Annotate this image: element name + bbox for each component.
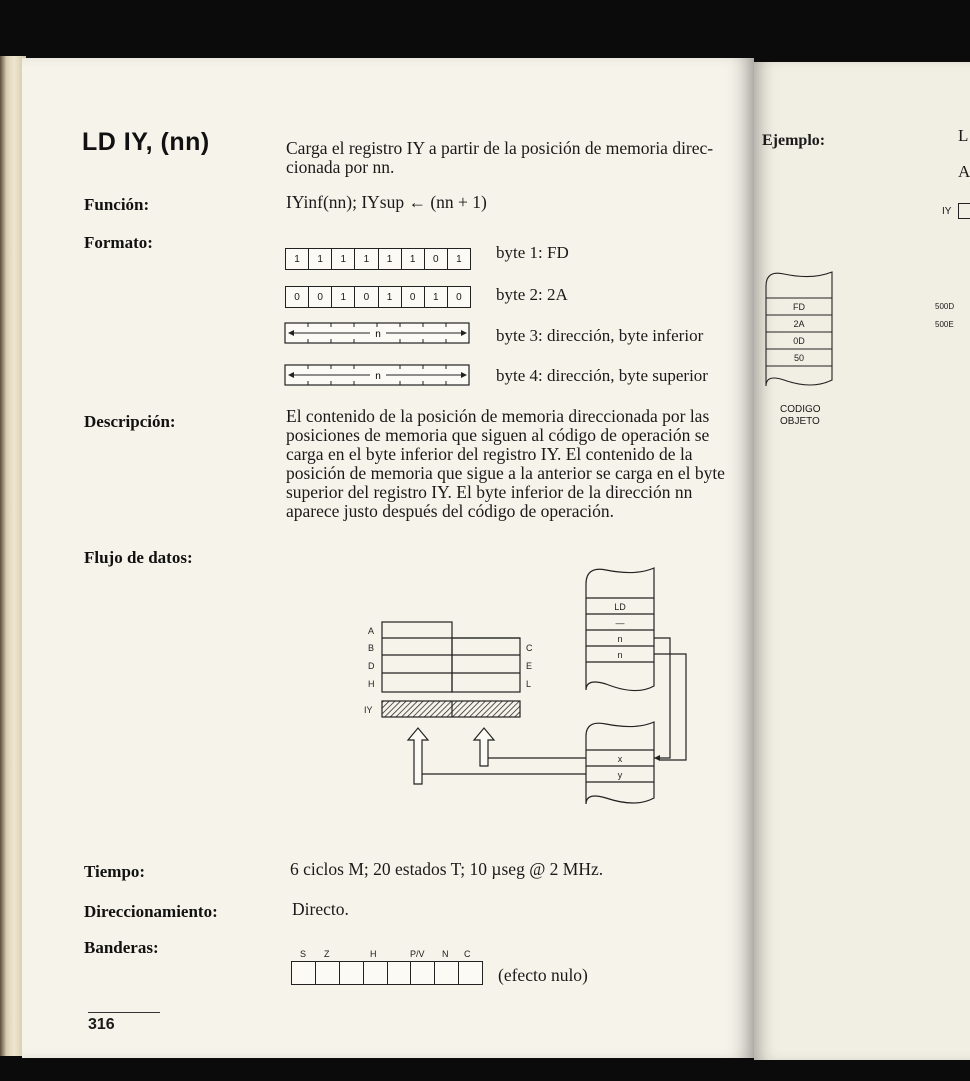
byte3-field-n: n	[375, 329, 381, 340]
time-value: 6 ciclos M; 20 estados T; 10 µseg @ 2 MHz.	[290, 859, 604, 879]
right-addr-500e: 500E	[935, 320, 954, 329]
addressing-label: Direccionamiento:	[84, 902, 218, 921]
reg-a: A	[368, 626, 375, 636]
byte2-label: byte 2: 2A	[496, 285, 568, 304]
reg-l: L	[526, 679, 532, 689]
byte4-label: byte 4: dirección, byte superior	[496, 366, 708, 385]
time-label: Tiempo:	[84, 862, 146, 881]
data-flow-diagram	[360, 560, 700, 820]
flags-register	[291, 961, 483, 985]
byte3-label: byte 3: dirección, byte inferior	[496, 326, 704, 345]
flag-c: C	[464, 949, 471, 959]
function-expression: IYinf(nn); IYsup ← (nn + 1)	[286, 192, 487, 212]
description-label: Descripción:	[84, 412, 176, 431]
right-iy-box	[958, 203, 970, 219]
right-addr-500d: 500D	[935, 302, 955, 311]
flag-z: Z	[324, 949, 330, 959]
mem-ld: LD	[614, 602, 626, 612]
page-title: LD IY, (nn)	[82, 128, 210, 156]
reg-d: D	[368, 661, 375, 671]
flags-note: (efecto nulo)	[498, 965, 588, 985]
mem-n2: n	[617, 650, 623, 660]
byte1-label: byte 1: FD	[496, 243, 569, 262]
right-mem-0d: 0D	[793, 336, 805, 346]
function-label: Función:	[84, 195, 150, 214]
flag-pv: P/V	[410, 949, 425, 959]
flag-s: S	[300, 949, 307, 959]
reg-c: C	[526, 643, 533, 653]
byte2-bits: 0 0 1 0 1 0 1 0	[285, 286, 471, 308]
right-example-label: Ejemplo:	[762, 132, 826, 149]
flag-h: H	[370, 949, 377, 959]
flag-n: N	[442, 949, 449, 959]
data-flow-label: Flujo de datos:	[84, 548, 193, 567]
mem-x: x	[617, 754, 623, 764]
address-field-boxes	[284, 322, 474, 386]
mem-dash: —	[615, 618, 625, 628]
right-iy-label: IY	[942, 206, 952, 217]
format-label: Formato:	[84, 233, 153, 252]
reg-h: H	[368, 679, 375, 689]
right-page	[754, 62, 970, 1060]
right-memory-stack	[762, 268, 836, 392]
right-mem-2a: 2A	[793, 319, 805, 329]
right-caption: CODIGO OBJETO	[780, 404, 821, 427]
byte1-bits: 1 1 1 1 1 1 0 1	[285, 248, 471, 270]
byte4-field-n: n	[375, 371, 381, 382]
mem-y: y	[617, 770, 623, 780]
page-number-rule	[88, 1012, 160, 1013]
reg-b: B	[368, 643, 375, 653]
reg-e: E	[526, 661, 533, 671]
right-letter-l: L	[958, 126, 969, 145]
right-mem-fd: FD	[793, 302, 805, 312]
page-number: 316	[88, 1016, 115, 1033]
addressing-value: Directo.	[292, 899, 349, 919]
right-mem-50: 50	[793, 353, 805, 363]
description: El contenido de la posición de memoria direccionada por las posiciones de memoria que siguen al código de operación se carga en el byte inferior del registro IY. El contenido de la posición de memoria que sigue a la anterior se carga en el byte superior del registro IY. El byte inferior de la dirección nn aparece justo después del código de operación.	[286, 406, 725, 521]
flags-label: Banderas:	[84, 938, 159, 957]
mem-n1: n	[617, 634, 623, 644]
right-letter-a: A	[958, 162, 970, 181]
reg-iy: IY	[364, 705, 373, 715]
short-description: Carga el registro IY a partir de la posición de memoria direc-cionada por nn.	[286, 138, 714, 177]
